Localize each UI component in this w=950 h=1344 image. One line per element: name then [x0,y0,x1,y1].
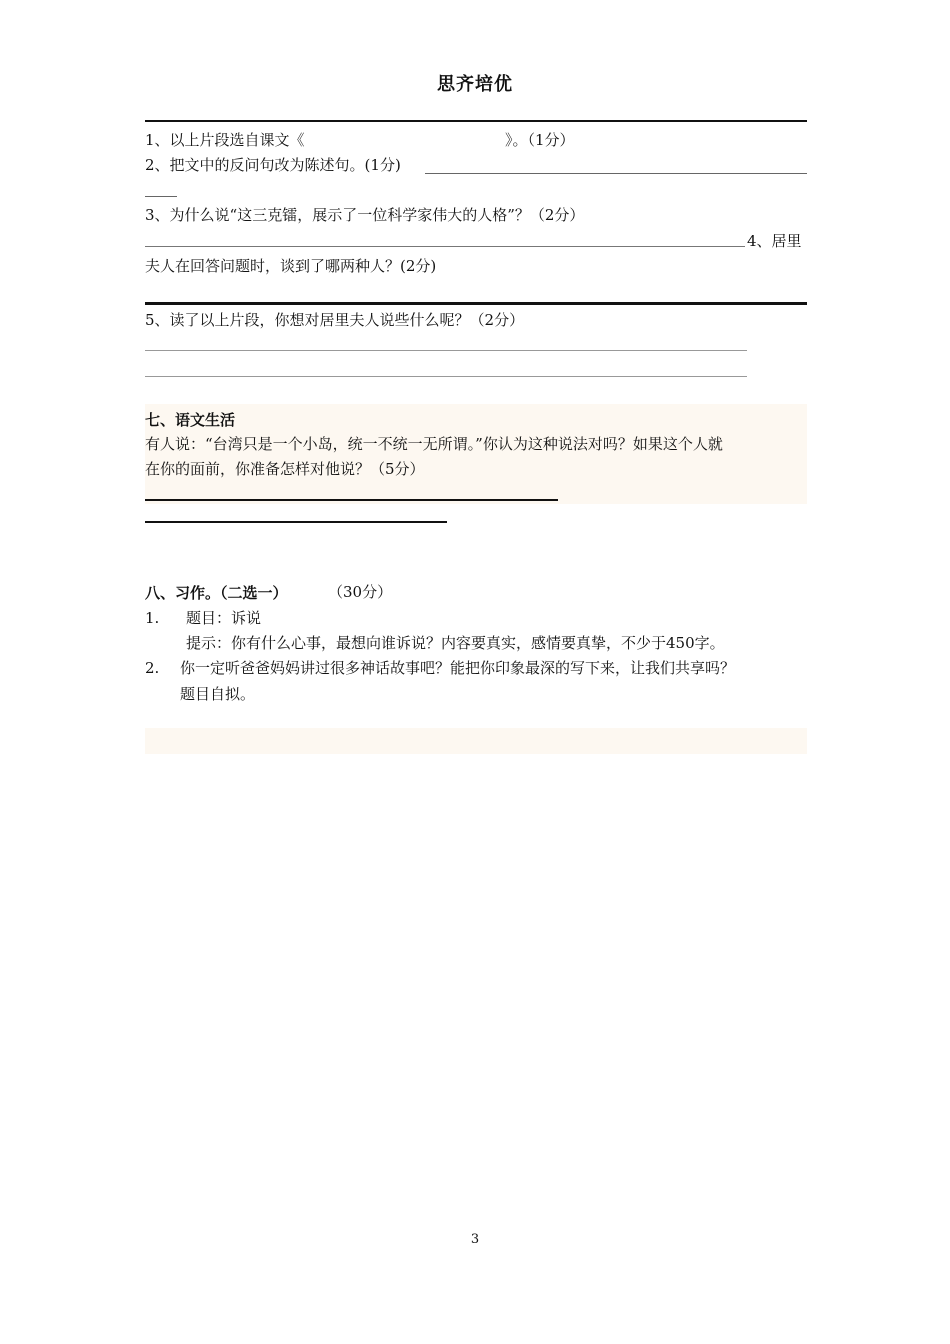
item-2-line-2: 题目自拟。 [180,685,256,703]
answer-blank-q2[interactable] [425,173,807,174]
question-3-text: 3、为什么说“这三克镭，展示了一位科学家伟大的人格”？（2分） [145,206,585,224]
question-4-text-start: 4、居里 [747,232,802,250]
item-2-number: 2. [145,659,160,677]
section-7-title: 七、语文生活 [145,411,236,429]
page-number: 3 [470,1232,480,1247]
page-header-title: 思齐培优 [437,74,513,95]
answer-blank-q3[interactable] [145,246,745,247]
question-2-text: 2、把文中的反问句改为陈述句。(1分) [145,156,401,174]
section-7-prompt-line-2: 在你的面前，你准备怎样对他说？（5分） [145,460,425,478]
section-8-title: 八、习作。（二选一） [145,584,288,602]
section-7-prompt-line-1: 有人说：“台湾只是一个小岛，统一不统一无所谓。”你认为这种说法对吗？如果这个人就 [145,435,723,453]
item-1-title: 题目：诉说 [186,609,262,627]
item-1-number: 1. [145,609,160,627]
question-1-text: 1、以上片段选自课文《 [145,131,305,149]
item-1-hint: 提示：你有什么心事，最想向谁诉说？内容要真实，感情要真挚，不少于450字。 [186,634,725,652]
item-2-line-1: 你一定听爸爸妈妈讲过很多神话故事吧？能把你印象最深的写下来，让我们共享吗？ [180,659,736,677]
answer-line-q5-1[interactable] [145,350,747,351]
answer-line-q5-2[interactable] [145,376,747,377]
question-5-text: 5、读了以上片段，你想对居里夫人说些什么呢？（2分） [145,311,525,329]
answer-line-q4[interactable] [145,302,807,305]
section-8-shading [145,728,807,754]
answer-line-s7-1[interactable] [145,499,558,501]
answer-blank-q2-cont[interactable] [145,196,177,197]
section-8-score: （30分） [328,583,393,601]
answer-line-s7-2[interactable] [145,521,447,523]
question-1-close: 》。（1分） [505,131,575,149]
header-divider [145,120,807,122]
question-4-text: 夫人在回答问题时，谈到了哪两种人？(2分) [145,257,437,275]
question-1 [145,128,305,152]
